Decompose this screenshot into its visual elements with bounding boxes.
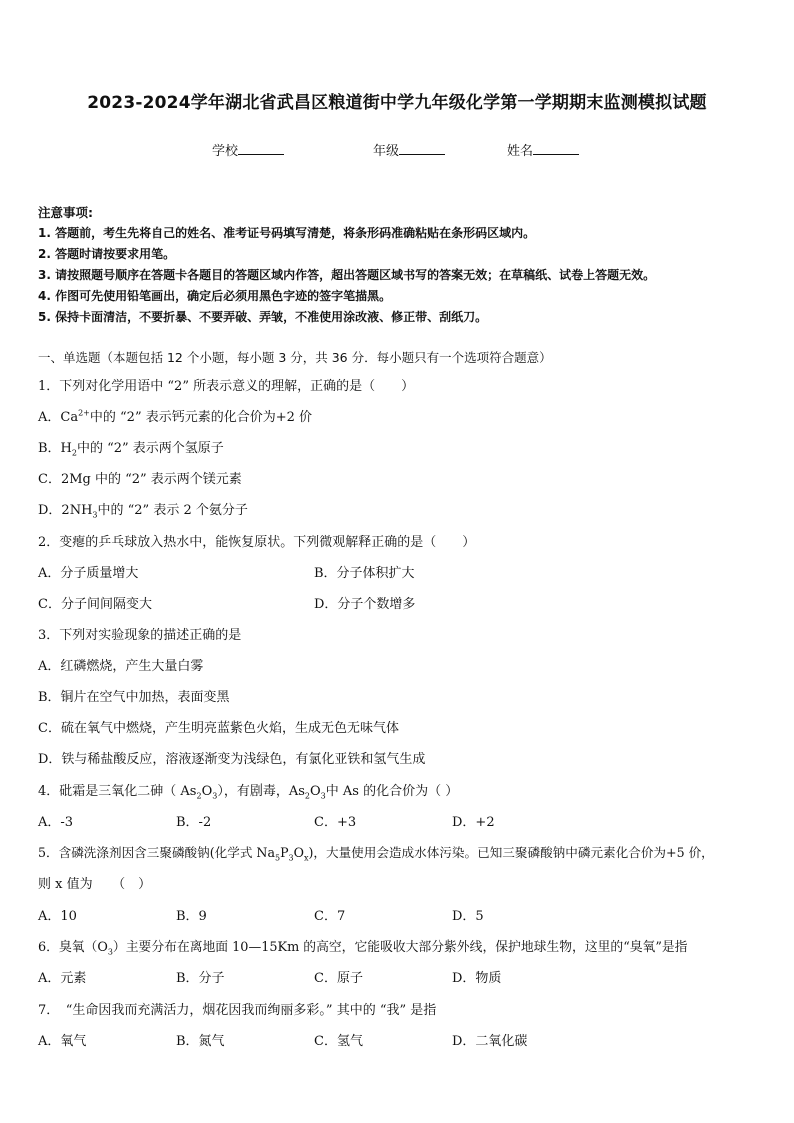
question-4-option-b: B．-2 — [176, 815, 212, 830]
question-1-option-b — [38, 437, 224, 458]
stem-text: P — [280, 845, 289, 860]
subscript: 3 — [212, 791, 218, 801]
school-field — [212, 140, 284, 159]
stem-text: ）主要分布在离地面 10—15Km 的高空，它能吸收大部分紫外线，保护地球生物，这里的“臭氧”是指 — [112, 940, 688, 955]
subscript: 2 — [71, 448, 77, 458]
question-5-stem — [38, 842, 714, 863]
note-item: 2. 答题时请按要求用笔。 — [38, 247, 176, 261]
question-2-option-b: B．分子体积扩大 — [314, 566, 415, 581]
note-item: 3. 请按照题号顺序在答题卡各题目的答题区域内作答，超出答题区域书写的答案无效；在草稿纸、试卷上答题无效。 — [38, 268, 656, 282]
notes-heading: 注意事项: — [38, 205, 93, 220]
option-text: 中的 “2” 表示两个氢原子 — [76, 441, 224, 456]
question-3-option-a: A．红磷燃烧，产生大量白雾 — [38, 659, 204, 674]
grade-field — [373, 140, 445, 159]
option-text: B．H — [38, 441, 72, 456]
subscript: 5 — [274, 853, 281, 863]
option-text: 中的 “2” 表示 2 个氨分子 — [97, 503, 248, 518]
question-3-option-c: C．硫在氧气中燃烧，产生明亮蓝紫色火焰，生成无色无味气体 — [38, 721, 399, 736]
subscript: 3 — [107, 947, 113, 957]
question-6-option-d: D．物质 — [452, 971, 502, 986]
note-item: 1. 答题前，考生先将自己的姓名、准考证号码填写清楚，将条形码准确粘贴在条形码区域内。 — [38, 226, 536, 240]
question-2-stem: 2．变瘪的乒乓球放入热水中，能恢复原状。下列微观解释正确的是（ ） — [38, 535, 476, 550]
name-label: 姓名 — [507, 144, 534, 159]
subscript: 3 — [320, 791, 326, 801]
question-1-option-a — [38, 406, 312, 425]
stem-text: O — [309, 784, 321, 799]
question-1-option-d — [38, 499, 248, 520]
stem-text: 4．砒霜是三氧化二砷（ As — [38, 784, 197, 799]
question-3-option-d: D．铁与稀盐酸反应，溶液逐渐变为浅绿色，有氯化亚铁和氢气生成 — [38, 752, 426, 767]
name-blank — [533, 142, 579, 155]
question-2-option-a: A．分子质量增大 — [38, 566, 139, 581]
question-6-stem — [38, 936, 687, 957]
stem-text: O — [201, 784, 213, 799]
section-heading: 一、单选题（本题包括 12 个小题，每小题 3 分，共 36 分．每小题只有一个选项符合题意） — [38, 350, 552, 365]
question-4-option-a: A．-3 — [38, 815, 74, 830]
question-7-option-a: A．氧气 — [38, 1034, 87, 1049]
question-6-option-a: A．元素 — [38, 971, 87, 986]
question-7-option-d: D．二氧化碳 — [452, 1034, 528, 1049]
question-5-option-c: C．7 — [314, 909, 346, 924]
stem-text: )，大量使用会造成水体污染。已知三聚磷酸钠中磷元素化合价为+5 价， — [308, 845, 714, 860]
question-5-option-d: D．5 — [452, 909, 484, 924]
question-4-option-c: C．+3 — [314, 815, 357, 830]
question-5-stem-line2: 则 x 值为 （ ） — [38, 877, 152, 892]
stem-text: 中 As 的化合价为（ ） — [325, 784, 459, 799]
option-text: A．Ca — [38, 410, 79, 425]
question-4-option-d: D．+2 — [452, 815, 495, 830]
subscript: 3 — [92, 510, 98, 520]
name-field — [507, 140, 579, 159]
question-7-option-b: B．氮气 — [176, 1034, 225, 1049]
option-text: D．2NH — [38, 503, 93, 518]
school-blank — [238, 142, 284, 155]
question-7-stem: 7． “生命因我而充满活力，烟花因我而绚丽多彩。” 其中的 “我” 是指 — [38, 1003, 437, 1018]
question-1-option-c: C．2Mg 中的 “2” 表示两个镁元素 — [38, 472, 242, 487]
question-3-option-b: B．铜片在空气中加热，表面变黑 — [38, 690, 230, 705]
question-3-stem: 3．下列对实验现象的描述正确的是 — [38, 628, 242, 643]
question-7-option-c: C．氢气 — [314, 1034, 363, 1049]
question-6-option-c: C．原子 — [314, 971, 363, 986]
grade-blank — [399, 142, 445, 155]
question-2-option-d: D．分子个数增多 — [314, 597, 416, 612]
page-title: 2023-2024学年湖北省武昌区粮道街中学九年级化学第一学期期末监测模拟试题 — [87, 93, 707, 113]
question-5-option-a: A．10 — [38, 909, 77, 924]
question-4-stem — [38, 780, 458, 801]
question-2-option-c: C．分子间间隔变大 — [38, 597, 152, 612]
school-label: 学校 — [212, 144, 239, 159]
question-6-option-b: B．分子 — [176, 971, 225, 986]
subscript: 2 — [304, 791, 310, 801]
stem-text: ），有剧毒，As — [217, 784, 305, 799]
option-text: 中的 “2” 表示钙元素的化合价为+2 价 — [89, 410, 313, 425]
note-item: 4. 作图可先使用铅笔画出，确定后必须用黑色字迹的签字笔描黑。 — [38, 289, 392, 303]
subscript: x — [303, 853, 309, 863]
note-item: 5. 保持卡面清洁，不要折暴、不要弄破、弄皱，不准使用涂改液、修正带、刮纸刀。 — [38, 310, 488, 324]
stem-text: O — [293, 845, 304, 860]
subscript: 3 — [288, 853, 294, 863]
question-5-option-b: B．9 — [176, 909, 207, 924]
question-1-stem: 1．下列对化学用语中 “2” 所表示意义的理解，正确的是（ ） — [38, 379, 415, 394]
superscript: 2+ — [78, 408, 90, 418]
subscript: 2 — [196, 791, 202, 801]
grade-label: 年级 — [373, 144, 400, 159]
stem-text: 5．含磷洗涤剂因含三聚磷酸钠(化学式 Na — [38, 845, 275, 860]
stem-text: 6．臭氧（O — [38, 940, 108, 955]
